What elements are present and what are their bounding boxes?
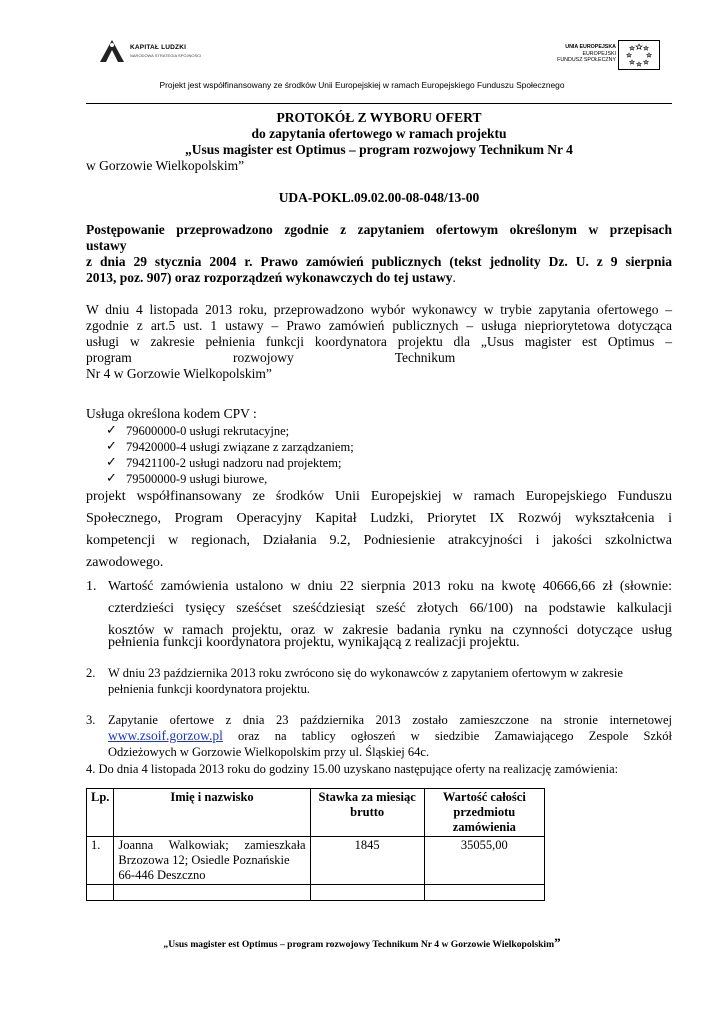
cell-total: 35055,00	[424, 837, 544, 885]
offers-table	[86, 788, 545, 901]
point-1-line-1: Wartość zamówienia ustalono w dniu 22 sierpnia 2013 roku na kwotę 40666,66 zł (słownie:	[108, 579, 672, 594]
cofinance-line-4: zawodowego.	[86, 555, 164, 570]
point-3-line-2-rest: oraz na tablicy ogłoszeń w siedzibie Zamawiającego Zespole Szkół	[222, 729, 672, 743]
cpv-item-text: 79500000-9 usługi biurowe,	[126, 472, 268, 486]
intro-line-5: Nr 4 w Gorzowie Wielkopolskim”	[86, 366, 272, 381]
cell-empty	[87, 885, 114, 901]
cell-name	[114, 837, 310, 885]
cell-name-line-2: Brzozowa 12; Osiedle Poznańskie	[118, 853, 290, 867]
checkmark-icon: ✓	[106, 471, 117, 486]
point-2-line-2: pełnienia funkcji koordynatora projektu.	[108, 682, 311, 696]
table-header-row	[87, 789, 545, 837]
kapital-ludzki-subtitle: NARODOWA STRATEGIA SPÓJNOŚCI	[130, 53, 202, 58]
kapital-ludzki-logo	[98, 38, 126, 69]
intro-line-3: usługi w zakresie pełnienia funkcji koordynatora projektu dla „Usus magister est Optimus –	[86, 334, 672, 349]
doc-project-name: „Usus magister est Optimus – program rozwojowy Technikum Nr 4	[185, 142, 573, 157]
point-3-number: 3.	[86, 713, 96, 727]
col-header-rate: Stawka za miesiąc brutto	[310, 789, 424, 837]
cpv-item-text: 79420000-4 usługi związane z zarządzaniem;	[126, 440, 354, 454]
point-3-line-1: Zapytanie ofertowe z dnia 23 października 2013 zostało zamieszczone na stronie internetowej	[108, 713, 672, 727]
cpv-heading: Usługa określona kodem CPV :	[86, 406, 257, 421]
eu-line-1: UNIA EUROPEJSKA	[565, 44, 616, 50]
point-1-line-3: kosztów w ramach projektu, oraz w zakresie badania rynku na czynności dotyczące usług	[108, 623, 672, 638]
cell-empty	[114, 885, 310, 901]
col-header-total: Wartość całości przedmiotu zamówienia	[424, 789, 544, 837]
doc-code: UDA-POKL.09.02.00-08-048/13-00	[278, 190, 480, 205]
doc-subtitle: do zapytania ofertowego w ramach projektu	[251, 126, 507, 141]
footer-project-name	[0, 935, 724, 951]
eu-logo-text	[557, 44, 616, 64]
doc-title: PROTOKÓŁ Z WYBORU OFERT	[276, 110, 482, 125]
intro-line-2: zgodnie z art.5 ust. 1 ustawy – Prawo zamówień publicznych – usługa niepriorytetowa dotycząca	[86, 318, 672, 333]
basis-line-4-text: 2013, poz. 907) oraz rozporządzeń wykonawczych do tej ustawy	[86, 270, 453, 285]
cell-empty	[310, 885, 424, 901]
col-header-lp: Lp.	[87, 789, 114, 837]
point-3-line-2	[108, 728, 672, 744]
intro-line-1: W dniu 4 listopada 2013 roku, przeprowadzono wybór wykonawcy w trybie zapytania ofertowego –	[86, 302, 672, 317]
footer-text: „Usus magister est Optimus – program rozwojowy Technikum Nr 4 w Gorzowie Wielkopolskim	[163, 939, 555, 950]
basis-line-3: z dnia 29 stycznia 2004 r. Prawo zamówień publicznych (tekst jednolity Dz. U. z 9 sierpnia	[86, 254, 672, 269]
project-funding-line: Projekt jest współfinansowany ze środków Unii Europejskiej w ramach Europejskiego Funduszu Społecznego	[159, 80, 565, 90]
cell-rate: 1845	[310, 837, 424, 885]
checkmark-icon: ✓	[106, 423, 117, 438]
point-2-number: 2.	[86, 666, 96, 680]
basis-line-4-end: .	[452, 270, 456, 285]
eu-line-3: FUNDUSZ SPOŁECZNY	[557, 57, 616, 64]
checkmark-icon: ✓	[106, 439, 117, 454]
intro-line-4: program rozwojowy Technikum	[86, 350, 456, 365]
cpv-item	[106, 423, 290, 439]
cell-name-line-3: 66-446 Deszczno	[118, 868, 206, 882]
cofinance-line-2: Społecznego, Program Operacyjny Kapitał Ludzki, Priorytet IX Rozwój wykształcenia i	[86, 511, 672, 526]
kapital-ludzki-icon	[98, 38, 126, 64]
cell-lp: 1.	[87, 837, 114, 885]
kapital-ludzki-title: KAPITAŁ LUDZKI	[130, 44, 187, 51]
table-row-empty	[87, 885, 545, 901]
point-1-line-2: czterdzieści tysięcy sześćset sześćdziesiąt sześć złotych 66/100) na podstawie kalkulacji	[108, 601, 672, 616]
basis-line-2: ustawy	[86, 238, 127, 253]
cell-name-line-1: Joanna Walkowiak; zamieszkała	[118, 838, 306, 852]
cpv-item	[106, 455, 342, 471]
point-4-line-1: 4. Do dnia 4 listopada 2013 roku do godziny 15.00 uzyskano następujące oferty na realizację zamówienia:	[86, 762, 619, 776]
cofinance-line-1: projekt współfinansowany ze środków Unii Europejskiej w ramach Europejskiego Funduszu	[86, 489, 672, 504]
cell-empty	[424, 885, 544, 901]
header-divider	[86, 103, 672, 104]
col-header-name: Imię i nazwisko	[114, 789, 310, 837]
eu-line-2: EUROPEJSKI	[582, 50, 616, 57]
basis-line-4	[86, 270, 456, 286]
cofinance-line-3: kompetencji w regionach, Działania 9.2, Podniesienie atrakcyjności i jakości szkolnictwa	[86, 533, 672, 548]
table-row	[87, 837, 545, 885]
cpv-item-text: 79600000-0 usługi rekrutacyjne;	[126, 424, 290, 438]
cpv-item	[106, 439, 354, 455]
checkmark-icon: ✓	[106, 455, 117, 470]
point-2-line-1: W dniu 23 października 2013 roku zwrócono się do wykonawców z zapytaniem ofertowym w zakresie	[108, 666, 623, 680]
basis-line-1: Postępowanie przeprowadzono zgodnie z zapytaniem ofertowym określonym w przepisach	[86, 222, 672, 237]
point-1-line-4: pełnienia funkcji koordynatora projektu, wynikającą z realizacji projektu.	[108, 635, 520, 650]
point-3-line-3: Odzieżowych w Gorzowie Wielkopolskim przy ul. Śląskiej 64c.	[108, 745, 430, 759]
cpv-item-text: 79421100-2 usługi nadzoru nad projektem;	[126, 456, 342, 470]
eu-flag-icon	[618, 40, 660, 70]
school-website-link[interactable]: www.zsoif.gorzow.pl	[108, 728, 223, 743]
footer-close-quote: ”	[554, 935, 561, 950]
cpv-item	[106, 471, 268, 487]
doc-project-name-cont: w Gorzowie Wielkopolskim”	[86, 158, 245, 173]
point-1-number: 1.	[86, 579, 97, 594]
